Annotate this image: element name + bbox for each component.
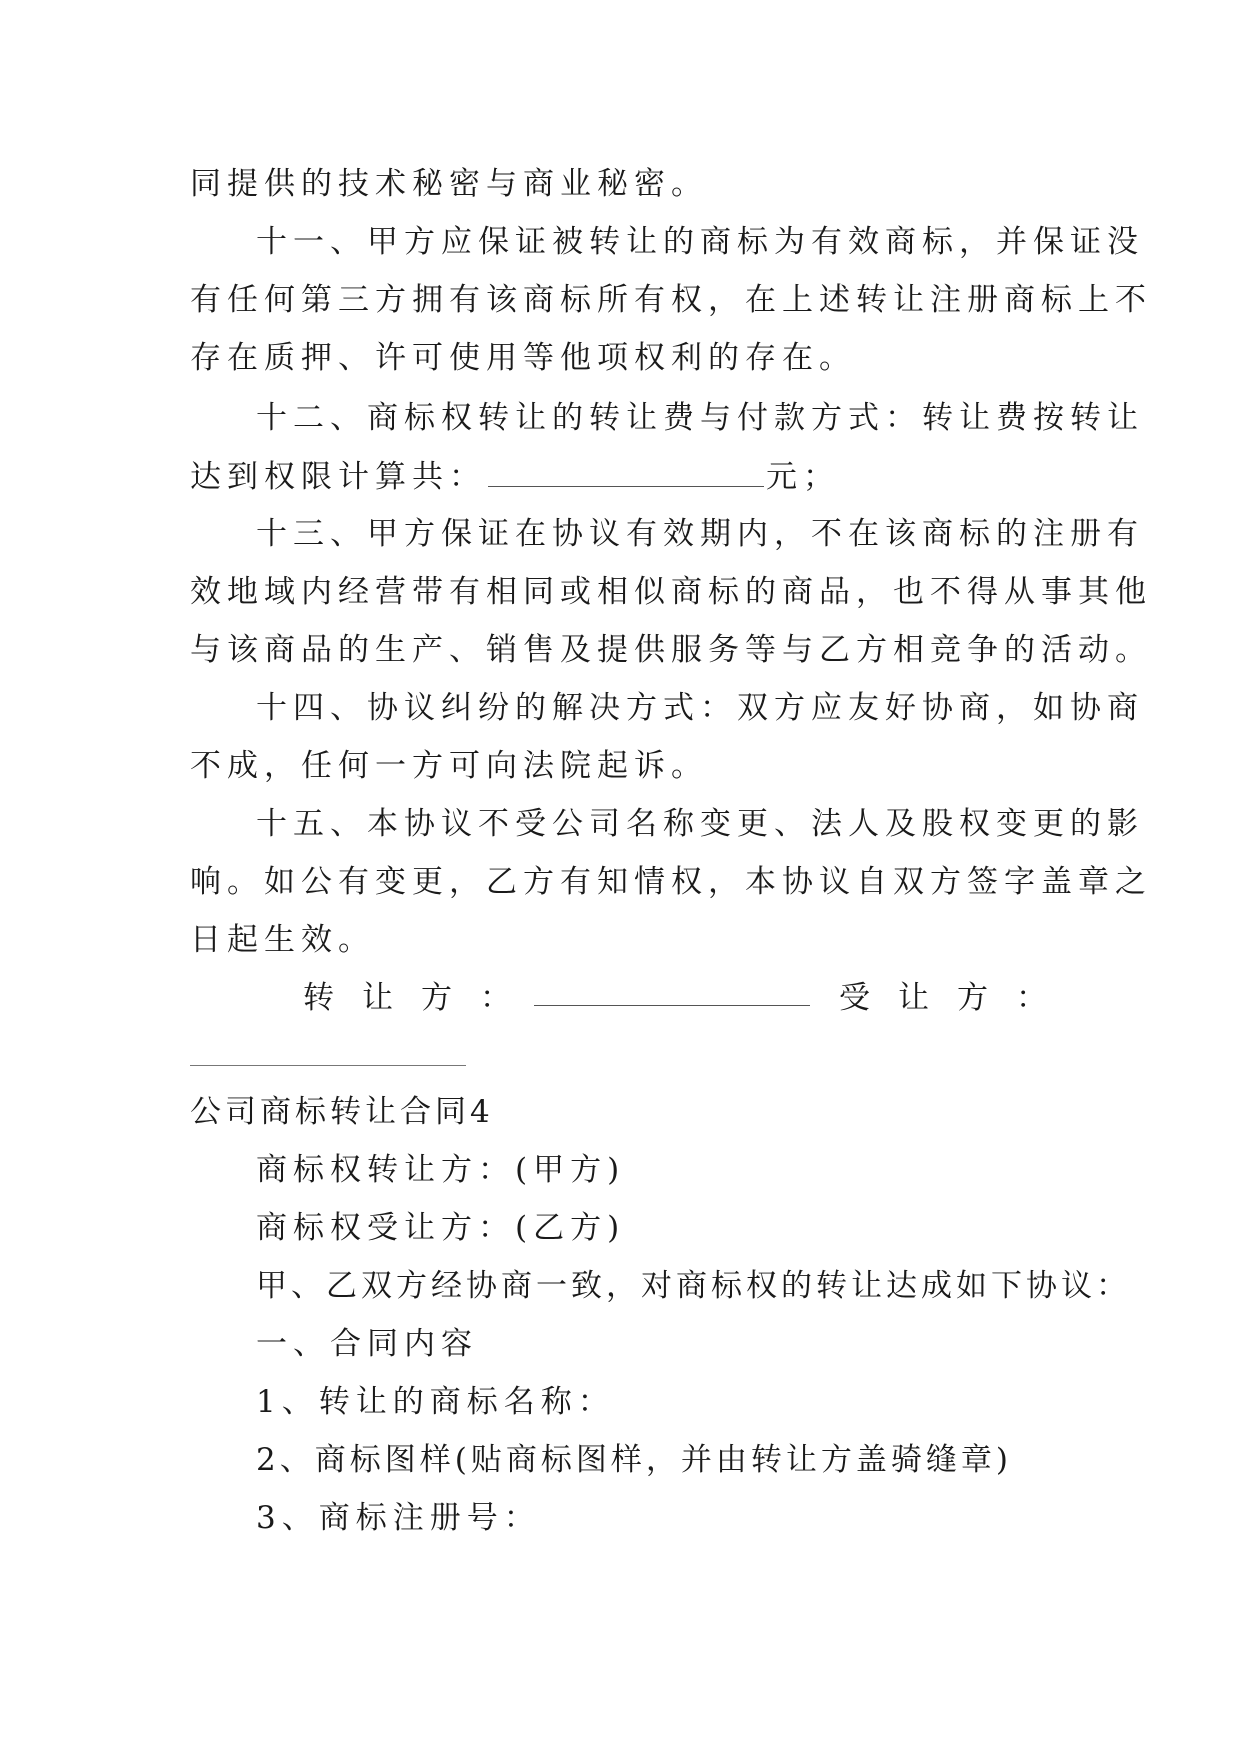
intro-line: 甲、乙双方经协商一致，对商标权的转让达成如下协议： [256, 1268, 1131, 1304]
transferor-signature-label: 转让方： [303, 980, 539, 1016]
transferor-signature-blank [534, 1005, 810, 1006]
contract-4-title: 公司商标转让合同4 [190, 1094, 494, 1130]
transferee-signature-blank [190, 1065, 466, 1066]
clause-12-line: 十二、商标权转让的转让费与付款方式：转让费按转让 [256, 400, 1144, 436]
transferee-signature-label: 受让方： [839, 980, 1075, 1016]
paragraph-line: 同提供的技术秘密与商业秘密。 [190, 166, 708, 202]
clause-11-line: 十一、甲方应保证被转让的商标为有效商标，并保证没 [256, 224, 1144, 260]
item-1-line: 1、转让的商标名称： [256, 1384, 615, 1420]
clause-15-line: 十五、本协议不受公司名称变更、法人及股权变更的影 [256, 806, 1144, 842]
paragraph-line: 响。如公有变更，乙方有知情权，本协议自双方签字盖章之 [190, 864, 1152, 900]
clause-13-line: 十三、甲方保证在协议有效期内，不在该商标的注册有 [256, 516, 1144, 552]
item-2-line: 2、商标图样(贴商标图样，并由转让方盖骑缝章) [256, 1442, 1012, 1478]
section-1-heading: 一、合同内容 [256, 1326, 478, 1362]
fee-label: 达到权限计算共： [190, 459, 486, 495]
paragraph-line: 日起生效。 [190, 922, 375, 958]
fee-unit: 元； [766, 459, 840, 495]
clause-14-line: 十四、协议纠纷的解决方式：双方应友好协商，如协商 [256, 690, 1144, 726]
paragraph-line: 效地域内经营带有相同或相似商标的商品，也不得从事其他 [190, 574, 1152, 610]
transferee-line: 商标权受让方：(乙方) [256, 1210, 626, 1246]
fee-blank [488, 456, 764, 487]
paragraph-line: 与该商品的生产、销售及提供服务等与乙方相竞争的活动。 [190, 632, 1152, 668]
fee-line [190, 456, 840, 497]
paragraph-line: 有任何第三方拥有该商标所有权，在上述转让注册商标上不 [190, 282, 1152, 318]
item-3-line: 3、商标注册号： [256, 1500, 541, 1536]
paragraph-line: 存在质押、许可使用等他项权利的存在。 [190, 340, 856, 376]
paragraph-line: 不成，任何一方可向法院起诉。 [190, 748, 708, 784]
transferor-line: 商标权转让方：(甲方) [256, 1152, 626, 1188]
